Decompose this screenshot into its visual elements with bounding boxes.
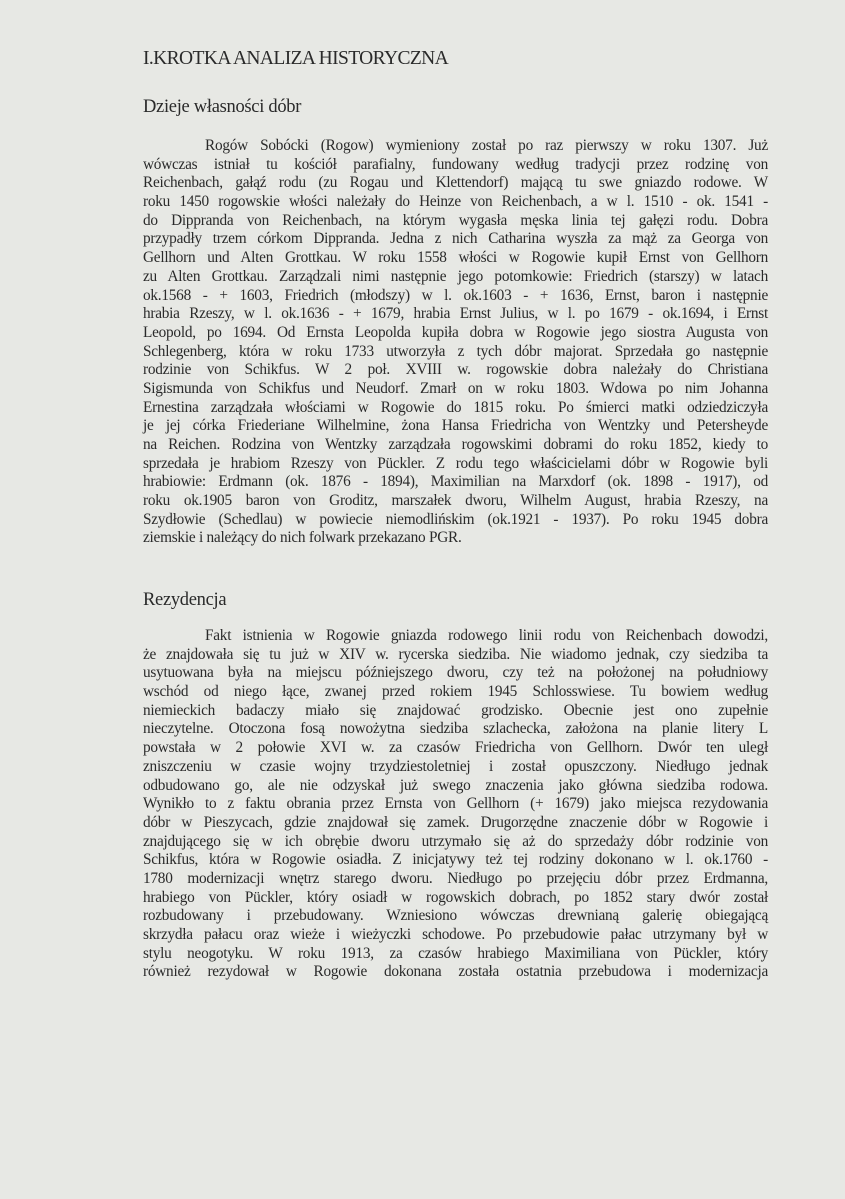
text-line: roku 1450 rogowskie włości należały do Heinze von Reichenbach, a w l. 1510 - ok. 1541 - — [143, 193, 768, 211]
text-line: również rezydował w Rogowie dokonana została ostatnia przebudowa i modernizacja — [143, 963, 768, 981]
text-line: skrzydła pałacu oraz wieże i wieżyczki schodowe. Po przebudowie pałac utrzymany był w — [143, 926, 768, 943]
text-line: Rogów Sobócki (Rogow) wymieniony został po raz pierwszy w roku 1307. Już — [205, 137, 768, 154]
text-line: je jej córka Friederiane Wilhelmine, żona Hansa Friedricha von Wentzky und Petersheyde — [143, 417, 768, 435]
text-line: powstała w 2 połowie XVI w. za czasów Friedricha von Gellhorn. Dwór ten uległ — [143, 739, 768, 757]
text-line: rozbudowany i przebudowany. Wzniesiono wówczas drewnianą galerię obiegającą — [143, 907, 768, 925]
text-line: Schikfus, która w Rogowie osiadła. Z inicjatywy też tej rodziny dokonano w l. ok.1760 - — [143, 851, 768, 869]
text-line: rodzinie von Schikfus. W 2 poł. XVIII w. rogowskie dobra należały do Christiana — [143, 361, 768, 379]
text-line: do Dippranda von Reichenbach, na którym wygasła męska linia tej gałęzi rodu. Dobra — [143, 211, 768, 229]
text-line: roku ok.1905 baron von Groditz, marszałek dworu, Wilhelm August, hrabia Rzeszy, na — [143, 492, 768, 510]
text-line: znajdującego się w ich obrębie dworu utrzymało się aż do sprzedaży dóbr rodzinie von — [143, 832, 768, 850]
text-line: dóbr w Pieszycach, gdzie znajdował się zamek. Drugorzędne znaczenie dóbr w Rogowie i — [143, 813, 768, 831]
text-line: Ernestina zarządzała włościami w Rogowie do 1815 roku. Po śmierci matki odziedziczyła — [143, 398, 768, 416]
text-line: Gellhorn und Alten Grottkau. W roku 1558 włości w Rogowie kupił Ernst von Gellhorn — [143, 249, 768, 267]
text-line: ziemskie i należący do nich folwark przekazano PGR. — [143, 529, 462, 547]
text-line: Sigismunda von Schikfus und Neudorf. Zmarł on w roku 1803. Wdowa po nim Johanna — [143, 379, 768, 397]
text-line: ok.1568 - + 1603, Friedrich (młodszy) w l. ok.1603 - + 1636, Ernst, baron i następnie — [143, 286, 768, 304]
section-heading-ownership-history: Dzieje własności dóbr — [143, 97, 302, 117]
text-line: Schlegenberg, która w roku 1733 utworzyła z tych dóbr majorat. Sprzedała go następnie — [143, 342, 768, 360]
text-line: że znajdowała się tu już w XIV w. rycerska siedziba. Nie wiadomo jednak, czy siedziba ta — [143, 645, 768, 663]
text-line: na Reichen. Rodzina von Wentzky zarządzała rogowskimi dobrami do roku 1852, kiedy to — [143, 436, 768, 453]
text-line: Wynikło to z faktu obrania przez Ernsta von Gellhorn (+ 1679) jako miejsca rezydowania — [143, 795, 768, 813]
text-line: odbudowano go, ale nie odzyskał już swego znaczenia jako główna siedziba rodowa. — [143, 776, 768, 794]
text-line: zu Alten Grottkau. Zarządzali nimi następnie jego potomkowie: Friedrich (starszy) w latach — [143, 267, 768, 285]
text-line: zniszczeniu w czasie wojny trzydziestoletniej i został opuszczony. Niedługo jednak — [143, 757, 768, 775]
text-line: nieczytelne. Otoczona fosą nowożytna siedziba szlachecka, założona na planie litery L — [143, 720, 768, 738]
paragraph-ownership-history — [143, 137, 768, 548]
document-title: I.KROTKA ANALIZA HISTORYCZNA — [143, 48, 449, 69]
text-line: usytuowana była na miejscu późniejszego dworu, czy też na położonej na południowy — [143, 664, 768, 682]
text-line: Reichenbach, gałąź rodu (zu Rogau und Klettendorf) mającą tu swe gniazdo rodowe. W — [143, 174, 768, 192]
paragraph-residence — [143, 627, 768, 982]
text-line: Leopold, po 1694. Od Ernsta Leopolda kupiła dobra w Rogowie jego siostra Augusta von — [143, 323, 768, 341]
text-line: hrabia Rzeszy, w l. ok.1636 - + 1679, hrabia Ernst Julius, w l. po 1679 - ok.1694, i Ernst — [143, 305, 768, 323]
text-line: hrabiego von Pückler, który osiadł w rogowskich dobrach, po 1852 stary dwór został — [143, 888, 768, 906]
text-line: stylu neogotyku. W roku 1913, za czasów hrabiego Maximiliana von Pückler, który — [143, 944, 768, 962]
text-line: Fakt istnienia w Rogowie gniazda rodowego linii rodu von Reichenbach dowodzi, — [205, 627, 768, 644]
text-line: wówczas istniał tu kościół parafialny, fundowany według tradycji przez rodzinę von — [143, 155, 768, 173]
text-line: wschód od niego łące, zwanej przed rokiem 1945 Schlosswiese. Tu bowiem według — [143, 683, 768, 701]
text-line: niemieckich badaczy miało się znajdować grodzisko. Obecnie jest ono zupełnie — [143, 701, 768, 719]
text-line: Szydłowie (Schedlau) w powiecie niemodlińskim (ok.1921 - 1937). Po roku 1945 dobra — [143, 510, 768, 528]
text-line: przypadły trzem córkom Dippranda. Jedna z nich Catharina wyszła za mąż za Georga von — [143, 230, 768, 248]
text-line: hrabiowie: Erdmann (ok. 1876 - 1894), Maximilian na Marxdorf (ok. 1898 - 1917), od — [143, 473, 768, 491]
section-heading-residence: Rezydencja — [143, 590, 227, 610]
text-line: 1780 modernizacji wnętrz starego dworu. Niedługo po przejęciu dóbr przez Erdmanna, — [143, 869, 768, 887]
text-line: sprzedała je hrabiom Rzeszy von Pückler. Z rodu tego właścicielami dóbr w Rogowie byli — [143, 454, 768, 472]
